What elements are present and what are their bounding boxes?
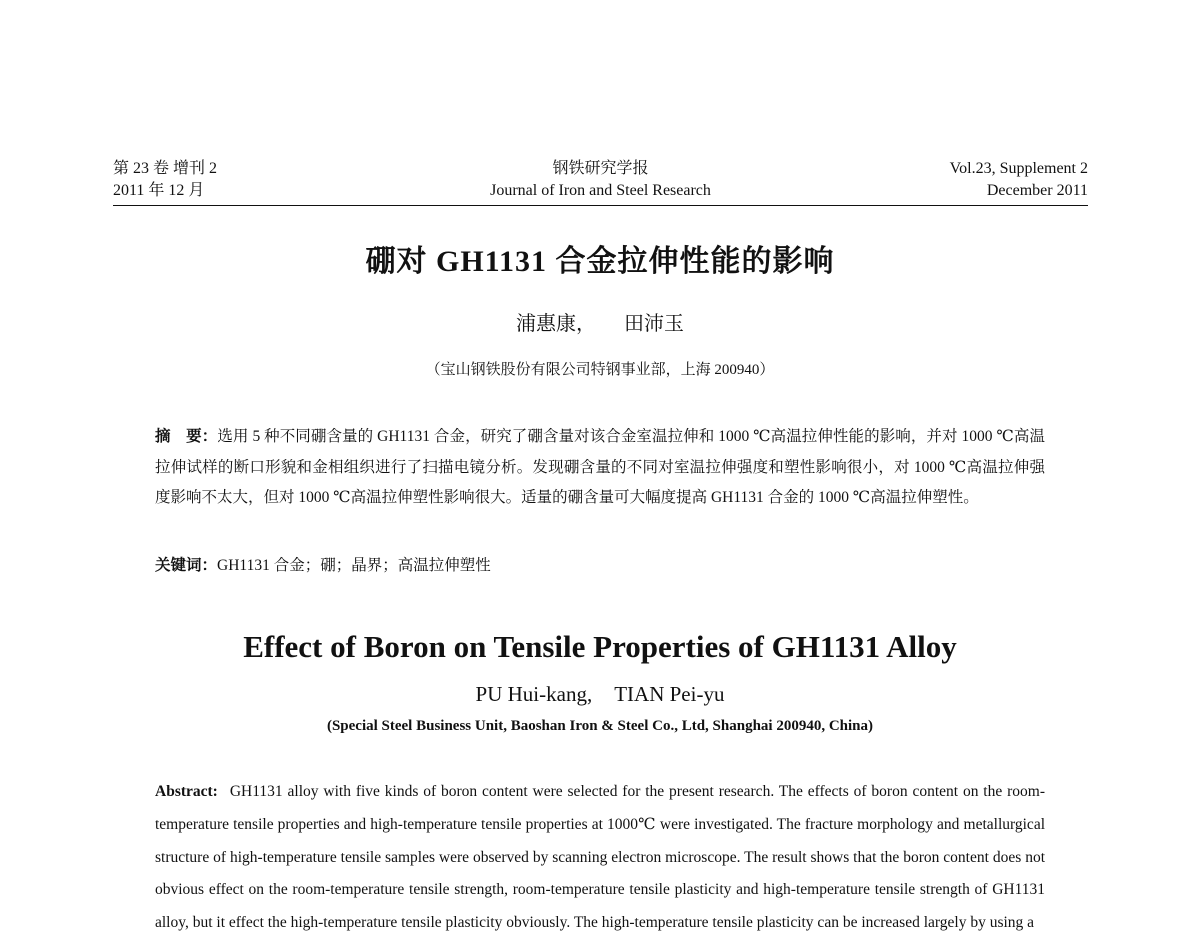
- author-cn: 田沛玉: [624, 313, 684, 335]
- header-volume-supplement: Vol.23, Supplement 2: [949, 160, 1088, 177]
- header-journal-name-en: Journal of Iron and Steel Research: [490, 182, 711, 199]
- keywords-cn: [155, 553, 1045, 579]
- paper-title-cn: 硼对 GH1131 合金拉伸性能的影响: [365, 245, 835, 278]
- header-journal-name: [113, 158, 1088, 202]
- author-en: TIAN Pei-yu: [614, 682, 725, 706]
- abstract-label-cn: 摘 要：: [155, 428, 218, 445]
- author-en: PU Hui-kang,: [475, 682, 593, 706]
- header-volume-issue: 第 23 卷 增刊 2: [113, 160, 218, 177]
- author-cn: 浦惠康，: [516, 313, 596, 335]
- header-date-en: December 2011: [986, 182, 1088, 199]
- header-journal-name-cn: 钢铁研究学报: [552, 160, 649, 177]
- affiliation-en: (Special Steel Business Unit, Baoshan Iron & Steel Co., Ltd, Shanghai 200940, China): [326, 718, 874, 734]
- journal-header: [113, 158, 1088, 206]
- affiliation-cn: （宝山钢铁股份有限公司特钢事业部，上海 200940）: [425, 362, 775, 378]
- keywords-label-cn: 关键词：: [155, 557, 218, 574]
- abstract-en: [155, 776, 1045, 940]
- keywords-text-cn: GH1131 合金；硼；晶界；高温拉伸塑性: [217, 557, 491, 574]
- abstract-text-en: GH1131 alloy with five kinds of boron content were selected for the present research. The effects of boron content on the room-temperature tensile properties and high-temperature tensile properties at 1000℃ were investigated. The fracture morphology and metallurgical structure of high-temperature tensile samples were observed by scanning electron microscope. The result shows that the boron content does not obvious effect on the room-temperature tensile strength, room-temperature tensile plasticity and high-temperature tensile strength of GH1131 alloy, but it effect the high-temperature tensile plasticity obviously. The high-temperature tensile plasticity can be increased largely by using a: [155, 783, 1045, 932]
- header-date-cn: 2011 年 12 月: [113, 182, 205, 199]
- author-list-cn: [0, 310, 1200, 338]
- paper-title-en: Effect of Boron on Tensile Properties of GH1131 Alloy: [243, 629, 957, 664]
- abstract-label-en: Abstract:: [155, 783, 218, 800]
- header-volume-info-en: [950, 158, 1088, 202]
- abstract-text-cn: 选用 5 种不同硼含量的 GH1131 合金，研究了硼含量对该合金室温拉伸和 1000 ℃高温拉伸性能的影响，并对 1000 ℃高温拉伸试样的断口形貌和金相组织进行了扫描电镜分析。发现硼含量的不同对室温拉伸强度和塑性影响很小，对 1000 ℃高温拉伸强度影响不太大，但对 1000 ℃高温拉伸塑性影响很大。适量的硼含量可大幅度提高 GH1131 合金的 1000 ℃高温拉伸塑性。: [155, 428, 1045, 506]
- author-list-en: [0, 679, 1200, 709]
- abstract-cn: [155, 422, 1045, 514]
